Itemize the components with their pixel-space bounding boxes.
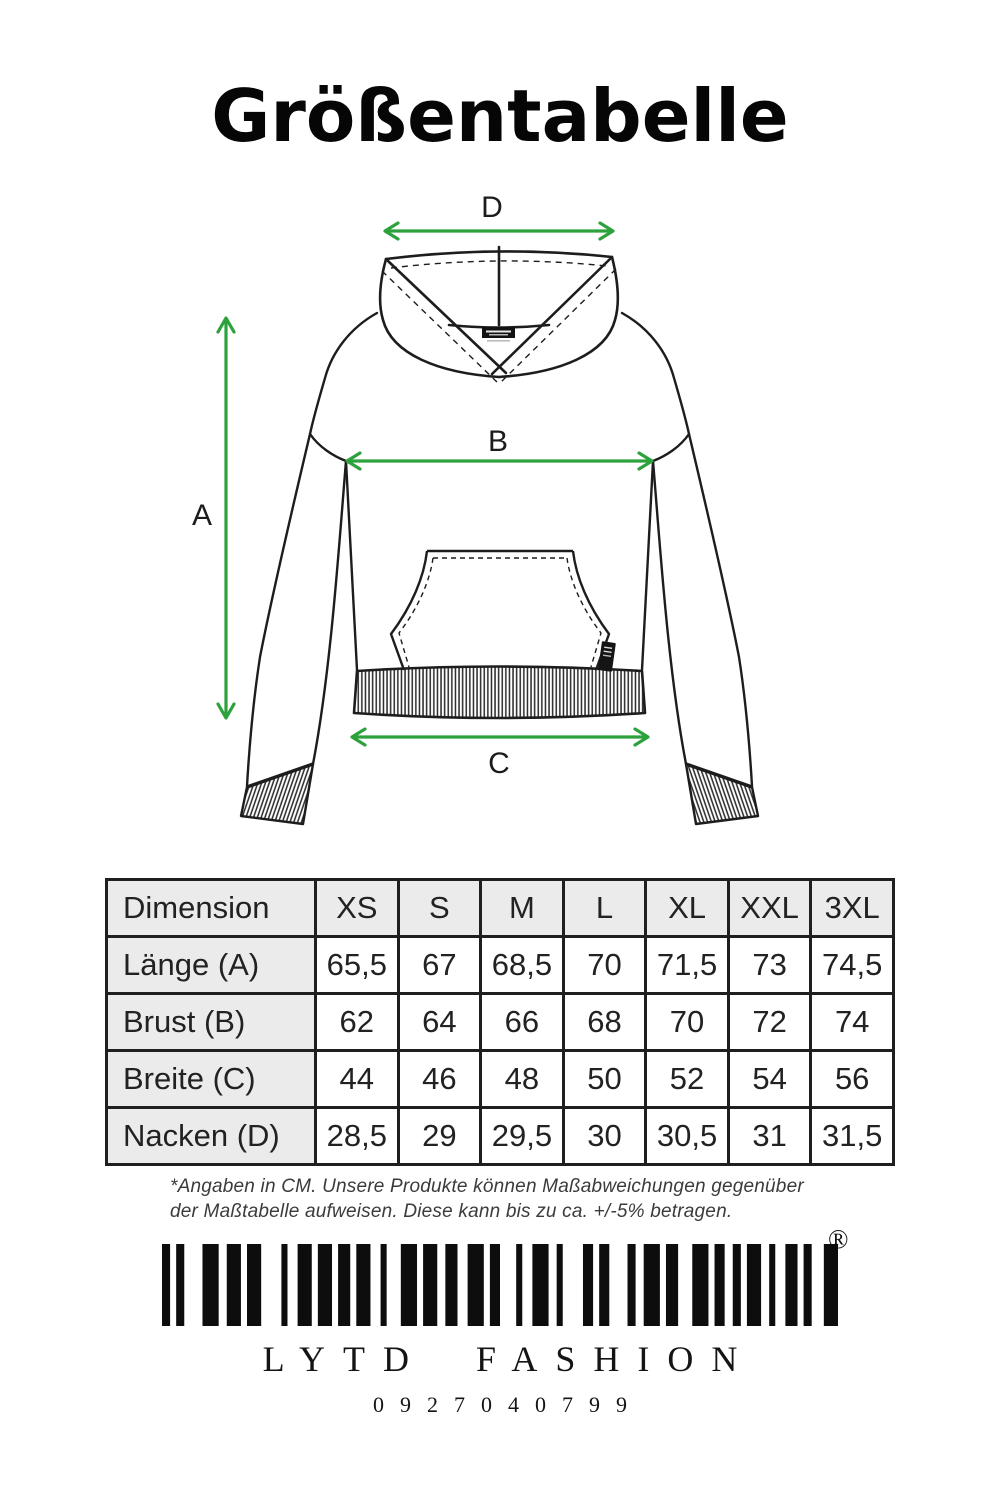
cell-brust-s: 64	[398, 994, 481, 1051]
measurement-label-b: B	[487, 425, 509, 458]
pocket-tag	[598, 641, 616, 672]
barcode	[162, 1244, 838, 1326]
cell-brust-xs: 62	[316, 994, 399, 1051]
cell-nacken-xl: 30,5	[646, 1108, 729, 1165]
measurement-label-a: A	[191, 499, 213, 532]
cell-brust-3xl: 74	[811, 994, 894, 1051]
size-table-header-row	[107, 880, 894, 937]
cell-nacken-xs: 28,5	[316, 1108, 399, 1165]
cell-breite-l: 50	[563, 1051, 646, 1108]
cell-breite-xs: 44	[316, 1051, 399, 1108]
measurement-label-c: C	[488, 747, 510, 780]
table-row-brust	[107, 994, 894, 1051]
ribbed-waistband	[354, 667, 645, 719]
measurement-label-d: D	[481, 191, 503, 224]
row-label-breite: Breite (C)	[107, 1051, 316, 1108]
registered-trademark-symbol: ®	[828, 1224, 849, 1254]
cell-laenge-xs: 65,5	[316, 937, 399, 994]
size-table	[105, 878, 895, 1166]
col-header-xl: XL	[646, 880, 729, 937]
cell-breite-xxl: 54	[728, 1051, 811, 1108]
col-header-m: M	[481, 880, 564, 937]
table-row-laenge	[107, 937, 894, 994]
cell-laenge-xl: 71,5	[646, 937, 729, 994]
page-title: Größentabelle	[211, 74, 789, 158]
hood	[380, 247, 618, 382]
cell-breite-s: 46	[398, 1051, 481, 1108]
cell-laenge-xxl: 73	[728, 937, 811, 994]
measurement-disclaimer	[170, 1174, 850, 1224]
col-header-dimension: Dimension	[107, 880, 316, 937]
row-label-laenge: Länge (A)	[107, 937, 316, 994]
cell-laenge-3xl: 74,5	[811, 937, 894, 994]
disclaimer-line-2: der Maßtabelle aufweisen. Diese kann bis zu ca. +/-5% betragen.	[170, 1201, 733, 1222]
cell-nacken-3xl: 31,5	[811, 1108, 894, 1165]
col-header-s: S	[398, 880, 481, 937]
col-header-xxl: XXL	[728, 880, 811, 937]
table-row-breite	[107, 1051, 894, 1108]
row-label-nacken: Nacken (D)	[107, 1108, 316, 1165]
col-header-3xl: 3XL	[811, 880, 894, 937]
cell-brust-m: 66	[481, 994, 564, 1051]
cell-laenge-m: 68,5	[481, 937, 564, 994]
col-header-xs: XS	[316, 880, 399, 937]
brand-number: 0927040799	[373, 1392, 643, 1417]
cell-brust-xl: 70	[646, 994, 729, 1051]
cell-nacken-xxl: 31	[728, 1108, 811, 1165]
kangaroo-pocket	[391, 551, 609, 670]
cell-nacken-l: 30	[563, 1108, 646, 1165]
hoodie-diagram	[170, 178, 830, 868]
row-label-brust: Brust (B)	[107, 994, 316, 1051]
cell-laenge-l: 70	[563, 937, 646, 994]
brand-name: LYTD FASHION	[262, 1339, 756, 1379]
cell-breite-3xl: 56	[811, 1051, 894, 1108]
col-header-l: L	[563, 880, 646, 937]
cell-nacken-s: 29	[398, 1108, 481, 1165]
cell-breite-m: 48	[481, 1051, 564, 1108]
cell-laenge-s: 67	[398, 937, 481, 994]
disclaimer-line-1: *Angaben in CM. Unsere Produkte können Maßabweichungen gegenüber	[170, 1176, 804, 1197]
table-row-nacken	[107, 1108, 894, 1165]
cell-brust-xxl: 72	[728, 994, 811, 1051]
cell-brust-l: 68	[563, 994, 646, 1051]
cell-breite-xl: 52	[646, 1051, 729, 1108]
cell-nacken-m: 29,5	[481, 1108, 564, 1165]
